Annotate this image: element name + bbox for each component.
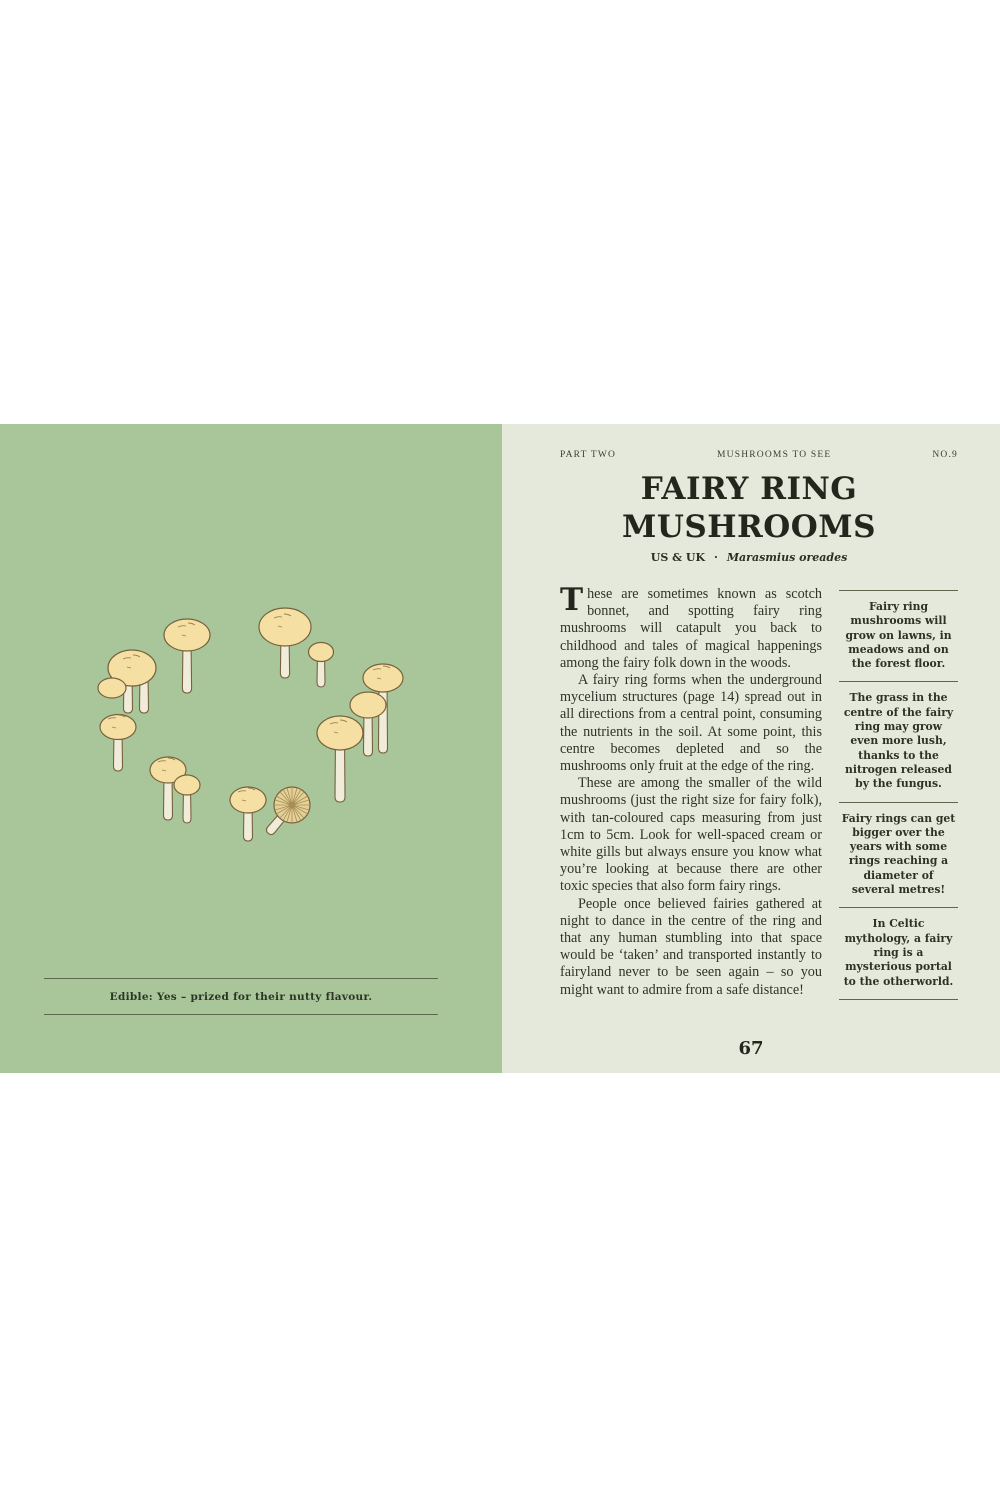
fact-text: In Celtic mythology, a fairy ring is a mysterious portal to the otherworld. bbox=[843, 917, 954, 988]
fairy-ring-illustration bbox=[0, 424, 502, 1073]
mushroom bbox=[259, 608, 311, 678]
fact-item bbox=[839, 907, 958, 999]
title-line-1: FAIRY RING bbox=[640, 471, 858, 507]
fact-sidebar bbox=[839, 590, 958, 1000]
mushroom-cluster bbox=[150, 757, 200, 823]
fact-item bbox=[839, 681, 958, 801]
subtitle-separator: · bbox=[714, 551, 718, 564]
running-head-section: MUSHROOMS TO SEE bbox=[717, 450, 832, 460]
paragraph-text: hese are sometimes known as scotch bonnet, and spotting fairy ring mushrooms will catapult you back to childhood and tales of magical happenings among the fairy folk down in the woods. bbox=[560, 586, 822, 671]
paragraph: People once believed fairies gathered at night to dance in the centre of the ring and that any human stumbling into that space would be ‘taken’ and transported instantly to fairyland never to be seen again – so you might want to admire from a safe distance! bbox=[560, 895, 822, 998]
mushroom bbox=[317, 716, 363, 802]
fact-text: The grass in the centre of the fairy ring may grow even more lush, thanks to the nitrogen released by the fungus. bbox=[843, 691, 954, 791]
caption-text: Edible: Yes – prized for their nutty flavour. bbox=[109, 991, 373, 1003]
mushroom bbox=[100, 715, 136, 772]
edibility-caption bbox=[44, 978, 438, 1015]
drop-cap: T bbox=[560, 582, 584, 618]
left-page bbox=[0, 424, 502, 1073]
book-spread bbox=[0, 424, 1000, 1073]
region-label: US & UK bbox=[650, 551, 706, 564]
page-number: 67 bbox=[738, 1038, 764, 1059]
fact-text: Fairy ring mushrooms will grow on lawns, in meadows and on the forest floor. bbox=[845, 600, 952, 671]
title-line-2: MUSHROOMS bbox=[622, 509, 876, 545]
fact-text: Fairy rings can get bigger over the years with some rings reaching a diameter of several metres! bbox=[841, 811, 956, 897]
species-name: Marasmius oreades bbox=[726, 551, 848, 564]
mushroom-cluster bbox=[98, 650, 156, 713]
running-head bbox=[560, 450, 958, 460]
content-columns bbox=[560, 582, 958, 1000]
fact-item bbox=[839, 802, 958, 908]
fact-item bbox=[839, 590, 958, 681]
right-page bbox=[502, 424, 1000, 1073]
running-head-number: NO.9 bbox=[932, 450, 958, 460]
subtitle bbox=[502, 551, 996, 564]
page-title bbox=[502, 470, 996, 546]
paragraph bbox=[560, 582, 822, 672]
title-block bbox=[502, 470, 996, 564]
mushroom bbox=[309, 643, 334, 688]
fallen-mushroom bbox=[265, 787, 310, 836]
paragraph: These are among the smaller of the wild mushrooms (just the right size for fairy folk), with tan-coloured caps measuring from just 1cm to 5cm. Look for well-spaced cream or white gills but always ensure you know what you’re looking at because there are other toxic species that also form fairy rings. bbox=[560, 775, 822, 895]
mushroom bbox=[164, 619, 210, 693]
body-text bbox=[560, 582, 822, 1000]
paragraph: A fairy ring forms when the underground mycelium structures (page 14) spread out in all directions from a central point, consuming the nutrients in the soil. At some point, this centre becomes depleted and so the mushrooms only fruit at the edge of the ring. bbox=[560, 672, 822, 775]
running-head-part: PART TWO bbox=[560, 450, 617, 460]
mushroom bbox=[230, 787, 266, 841]
